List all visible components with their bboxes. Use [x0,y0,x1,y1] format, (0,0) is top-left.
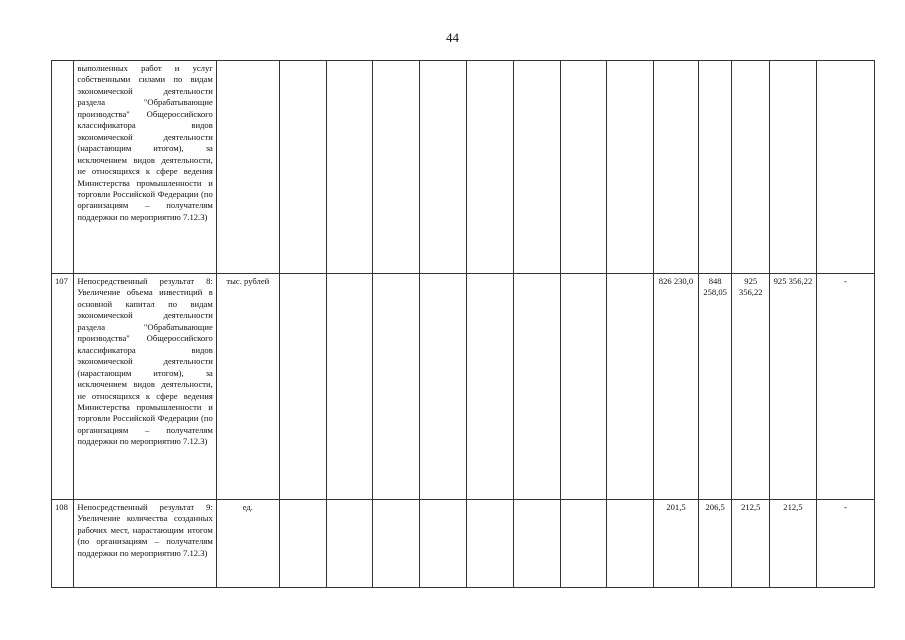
empty-cell [373,500,420,588]
row-value-4: 212,5 [770,500,817,588]
row-description: Непосредственный результат 8: Увеличение объема инвестиций в основной капитал по видам экономической деятельности раздела "Обрабатывающие производства" Общероссийского классификатора видов экономической деятельности (нарастающим итогом), за исключением видов деятельности, не относящихся к сфере ведения Министерства промышленности и торговли Российской Федерации (по организациям – получателям поддержки по мероприятию 7.12.3) [74,274,216,500]
empty-cell [466,61,513,274]
row-value-1 [654,61,699,274]
empty-cell [420,274,467,500]
empty-cell [373,61,420,274]
empty-cell [279,61,326,274]
row-value-1: 826 230,0 [654,274,699,500]
row-description: Непосредственный результат 9: Увеличение количества созданных рабочих мест, нарастающим итогом (по организациям – получателям поддержки по мероприятию 7.12.3) [74,500,216,588]
empty-cell [607,500,654,588]
empty-cell [466,500,513,588]
row-value-3 [732,61,770,274]
row-value-3: 925 356,22 [732,274,770,500]
indicators-table [51,60,875,588]
table-row [52,500,875,588]
empty-cell [373,274,420,500]
empty-cell [420,500,467,588]
empty-cell [420,61,467,274]
empty-cell [513,61,560,274]
row-description: выполненных работ и услуг собственными силами по видам экономической деятельности раздела "Обрабатывающие производства" Общероссийского классификатора видов экономической деятельности (нарастающим итогом), за исключением видов деятельности, не относящихся к сфере ведения Министерства промышленности и торговли Российской Федерации (по организациям – получателям поддержки по мероприятию 7.12.3) [74,61,216,274]
row-unit: ед. [216,500,279,588]
row-dash: - [816,500,874,588]
page-number: 44 [446,30,459,45]
table-row [52,61,875,274]
row-value-2: 206,5 [698,500,732,588]
row-value-3: 212,5 [732,500,770,588]
empty-cell [326,500,373,588]
row-value-4 [770,61,817,274]
empty-cell [326,61,373,274]
row-unit [216,61,279,274]
empty-cell [466,274,513,500]
table-row [52,274,875,500]
empty-cell [607,61,654,274]
empty-cell [607,274,654,500]
empty-cell [513,274,560,500]
row-value-2 [698,61,732,274]
empty-cell [279,500,326,588]
empty-cell [560,500,607,588]
row-dash: - [816,274,874,500]
empty-cell [326,274,373,500]
row-number: 108 [52,500,74,588]
row-dash [816,61,874,274]
row-unit: тыс. рублей [216,274,279,500]
empty-cell [513,500,560,588]
empty-cell [279,274,326,500]
row-value-4: 925 356,22 [770,274,817,500]
row-value-2: 848 258,05 [698,274,732,500]
empty-cell [560,61,607,274]
row-number: 107 [52,274,74,500]
empty-cell [560,274,607,500]
row-value-1: 201,5 [654,500,699,588]
row-number [52,61,74,274]
